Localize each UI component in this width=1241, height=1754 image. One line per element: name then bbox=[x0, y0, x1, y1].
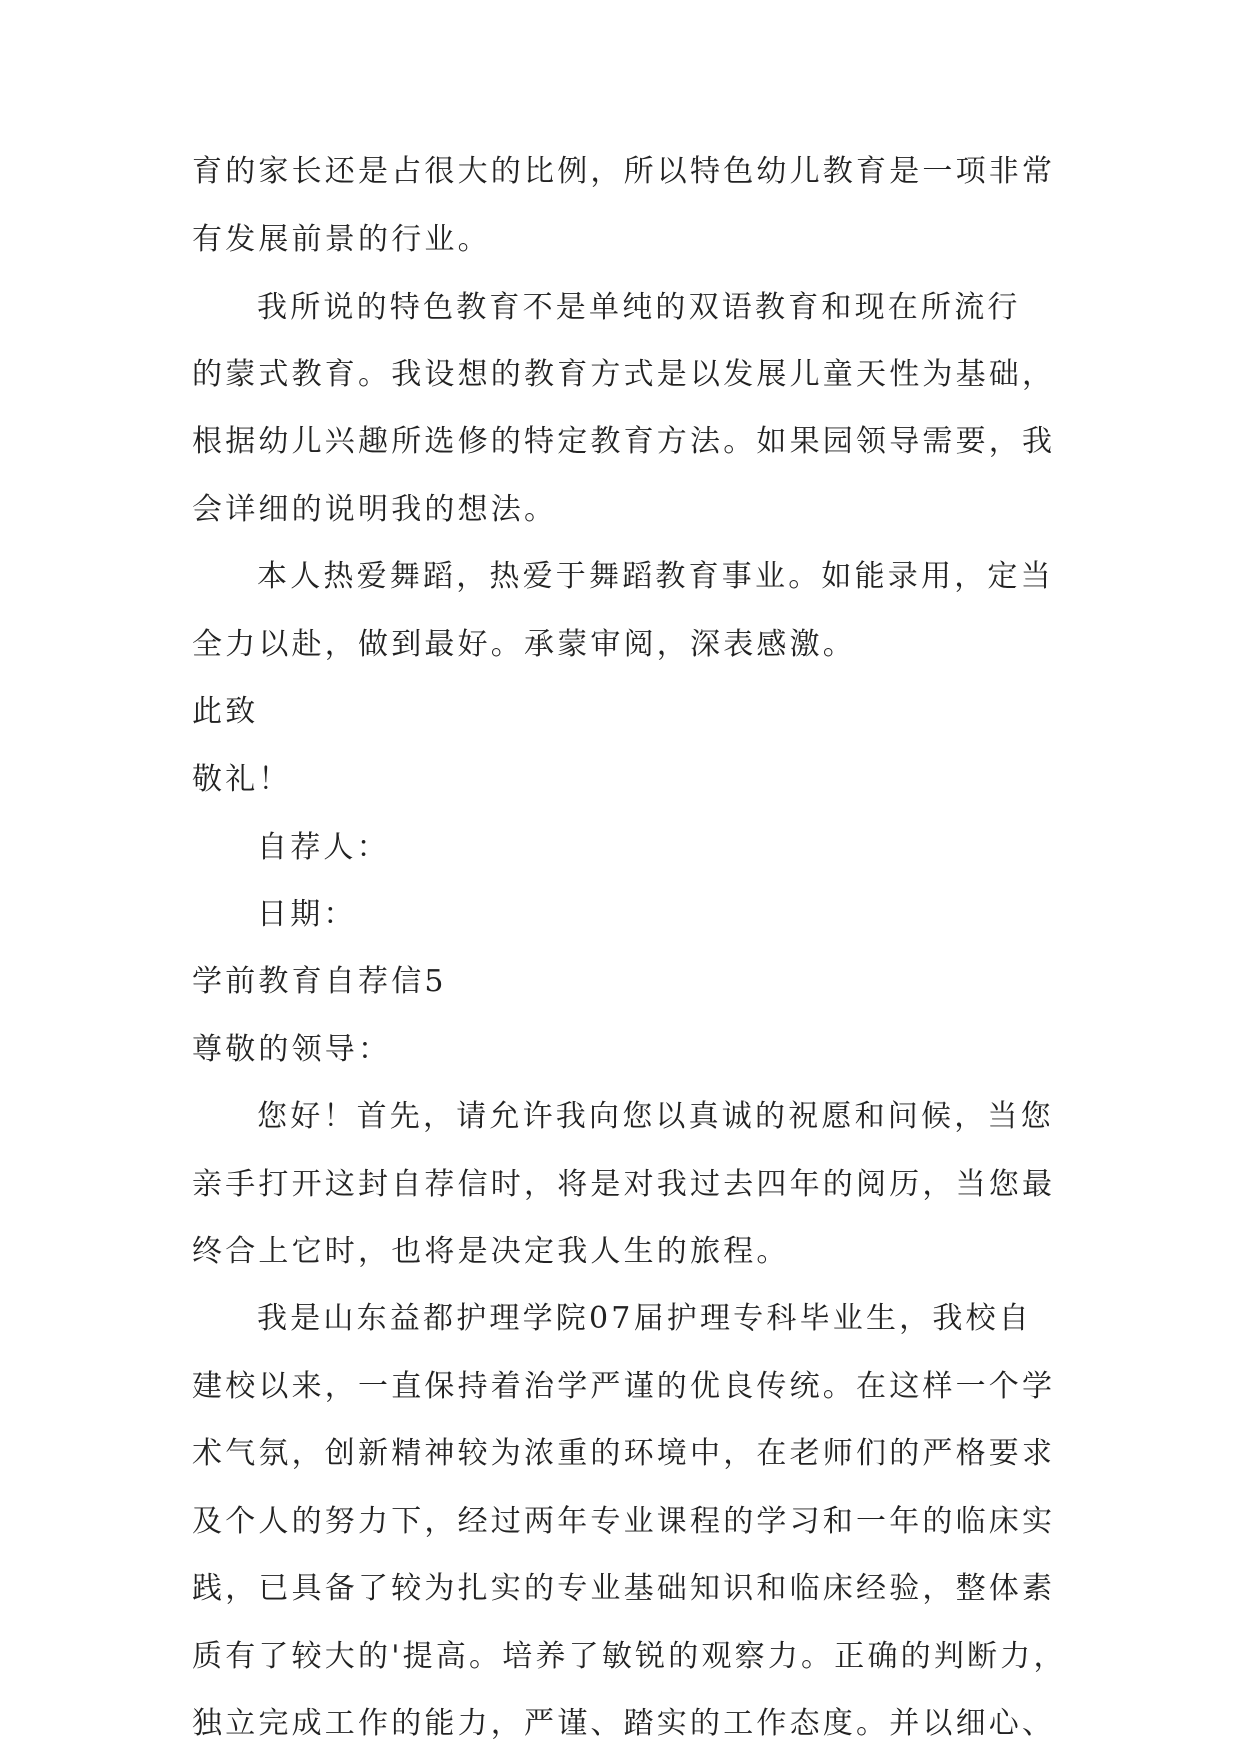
text-line: 建校以来，一直保持着治学严谨的优良传统。在这样一个学 bbox=[192, 1369, 1056, 1404]
text-line: 质有了较大的'提高。培养了敏锐的观察力。正确的判断力， bbox=[192, 1639, 1067, 1674]
text-line: 及个人的努力下，经过两年专业课程的学习和一年的临床实 bbox=[192, 1504, 1056, 1539]
text-line: 育的家长还是占很大的比例，所以特色幼儿教育是一项非常 bbox=[192, 154, 1056, 189]
closing-regards: 敬礼！ bbox=[192, 762, 292, 797]
closing-salutation: 此致 bbox=[192, 694, 259, 729]
text-line: 根据幼儿兴趣所选修的特定教育方法。如果园领导需要，我 bbox=[192, 424, 1056, 459]
signature-label: 自荐人： bbox=[257, 830, 390, 865]
text-line: 术气氛，创新精神较为浓重的环境中，在老师们的严格要求 bbox=[192, 1436, 1056, 1471]
paragraph-start-line: 我所说的特色教育不是单纯的双语教育和现在所流行 bbox=[257, 290, 1021, 325]
date-label: 日期： bbox=[257, 897, 357, 932]
greeting: 尊敬的领导： bbox=[192, 1032, 392, 1067]
text-line: 全力以赴，做到最好。承蒙审阅，深表感激。 bbox=[192, 627, 856, 662]
text-line: 践，已具备了较为扎实的专业基础知识和临床经验，整体素 bbox=[192, 1571, 1056, 1606]
text-line: 终合上它时，也将是决定我人生的旅程。 bbox=[192, 1234, 790, 1269]
text-line: 有发展前景的行业。 bbox=[192, 222, 491, 257]
text-line: 独立完成工作的能力，严谨、踏实的工作态度。并以细心、 bbox=[192, 1706, 1056, 1741]
section-heading: 学前教育自荐信5 bbox=[192, 964, 447, 999]
text-line: 的蒙式教育。我设想的教育方式是以发展儿童天性为基础， bbox=[192, 357, 1056, 392]
text-line: 会详细的说明我的想法。 bbox=[192, 492, 558, 527]
paragraph-start-line: 我是山东益都护理学院07届护理专科毕业生，我校自 bbox=[257, 1301, 1032, 1336]
text-line: 亲手打开这封自荐信时，将是对我过去四年的阅历，当您最 bbox=[192, 1167, 1056, 1202]
paragraph-start-line: 本人热爱舞蹈，热爱于舞蹈教育事业。如能录用，定当 bbox=[257, 559, 1054, 594]
paragraph-start-line: 您好！首先，请允许我向您以真诚的祝愿和问候，当您 bbox=[257, 1099, 1054, 1134]
